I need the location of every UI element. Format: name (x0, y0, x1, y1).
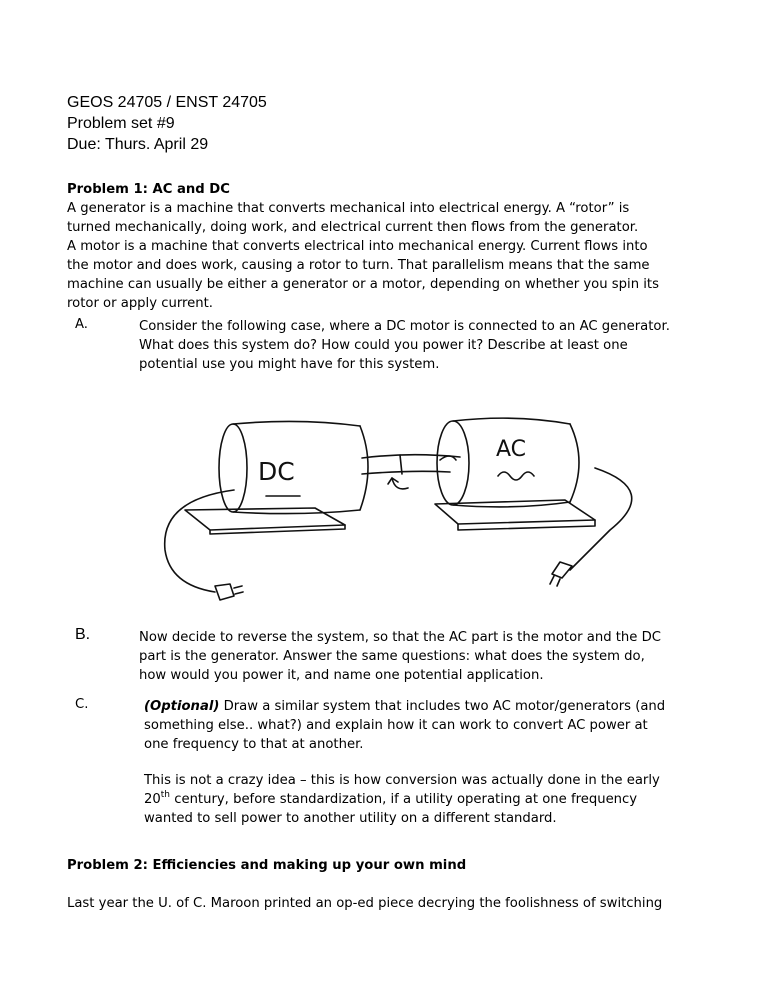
item-c-line-rest: Draw a similar system that includes two AC motor/generators (and (219, 699, 666, 714)
intro-line: A motor is a machine that converts electrical into mechanical energy. Current flows into (67, 239, 648, 254)
ac-label: AC (496, 437, 527, 462)
item-a-letter: A. (75, 317, 88, 332)
problem2-text: Last year the U. of C. Maroon printed an op-ed piece decrying the foolishness of switching (67, 896, 663, 911)
intro-line: turned mechanically, doing work, and electrical current then flows from the generator. (67, 220, 639, 235)
intro-line: the motor and does work, causing a rotor to turn. That parallelism means that the same (67, 258, 650, 273)
item-b-text (139, 628, 661, 685)
problem1-intro (67, 199, 659, 313)
intro-line: A generator is a machine that converts mechanical into electrical energy. A “rotor” is (67, 201, 630, 216)
note-line-rest: century, before standardization, if a utility operating at one frequency (170, 792, 638, 807)
item-a-line: What does this system do? How could you power it? Describe at least one (139, 338, 628, 353)
problem2-title: Problem 2: Efficiencies and making up your own mind (67, 858, 467, 873)
note-century: 20 (144, 792, 161, 807)
item-a-line: Consider the following case, where a DC motor is connected to an AC generator. (139, 319, 670, 334)
due-date: Due: Thurs. April 29 (67, 136, 209, 153)
dc-ac-sketch (140, 400, 640, 612)
note-superscript: th (160, 789, 171, 800)
problem1-title: Problem 1: AC and DC (67, 182, 230, 197)
dc-cord (165, 490, 234, 592)
item-b-line: how would you power it, and name one potential application. (139, 668, 544, 683)
problem-set-number: Problem set #9 (67, 115, 175, 132)
plug-icon (215, 584, 243, 600)
note-line: This is not a crazy idea – this is how conversion was actually done in the early (144, 773, 660, 788)
intro-line: rotor or apply current. (67, 296, 213, 311)
dc-motor-drawing (185, 421, 368, 534)
item-b-line: part is the generator. Answer the same questions: what does the system do, (139, 649, 645, 664)
note-line: wanted to sell power to another utility on a different standard. (144, 811, 557, 826)
note-line (144, 790, 660, 809)
optional-label: (Optional) (144, 699, 220, 714)
item-c-letter: C. (75, 697, 89, 712)
item-a-line: potential use you might have for this system. (139, 357, 440, 372)
item-c-line: something else.. what?) and explain how it can work to convert AC power at (144, 718, 648, 733)
document-header (67, 93, 267, 156)
plug-icon (550, 562, 572, 586)
item-c-line (144, 697, 665, 716)
course-code: GEOS 24705 / ENST 24705 (67, 94, 267, 111)
item-c-text (144, 697, 665, 754)
ac-cord (570, 468, 632, 570)
item-a-text (139, 317, 670, 374)
item-b-letter: B. (75, 626, 91, 643)
item-c-line: one frequency to that at another. (144, 737, 364, 752)
intro-line: machine can usually be either a generator or a motor, depending on whether you spin its (67, 277, 659, 292)
dc-label: DC (258, 457, 295, 486)
item-b-line: Now decide to reverse the system, so that the AC part is the motor and the DC (139, 630, 661, 645)
item-c-note (144, 771, 660, 828)
ac-generator-drawing (435, 418, 595, 530)
